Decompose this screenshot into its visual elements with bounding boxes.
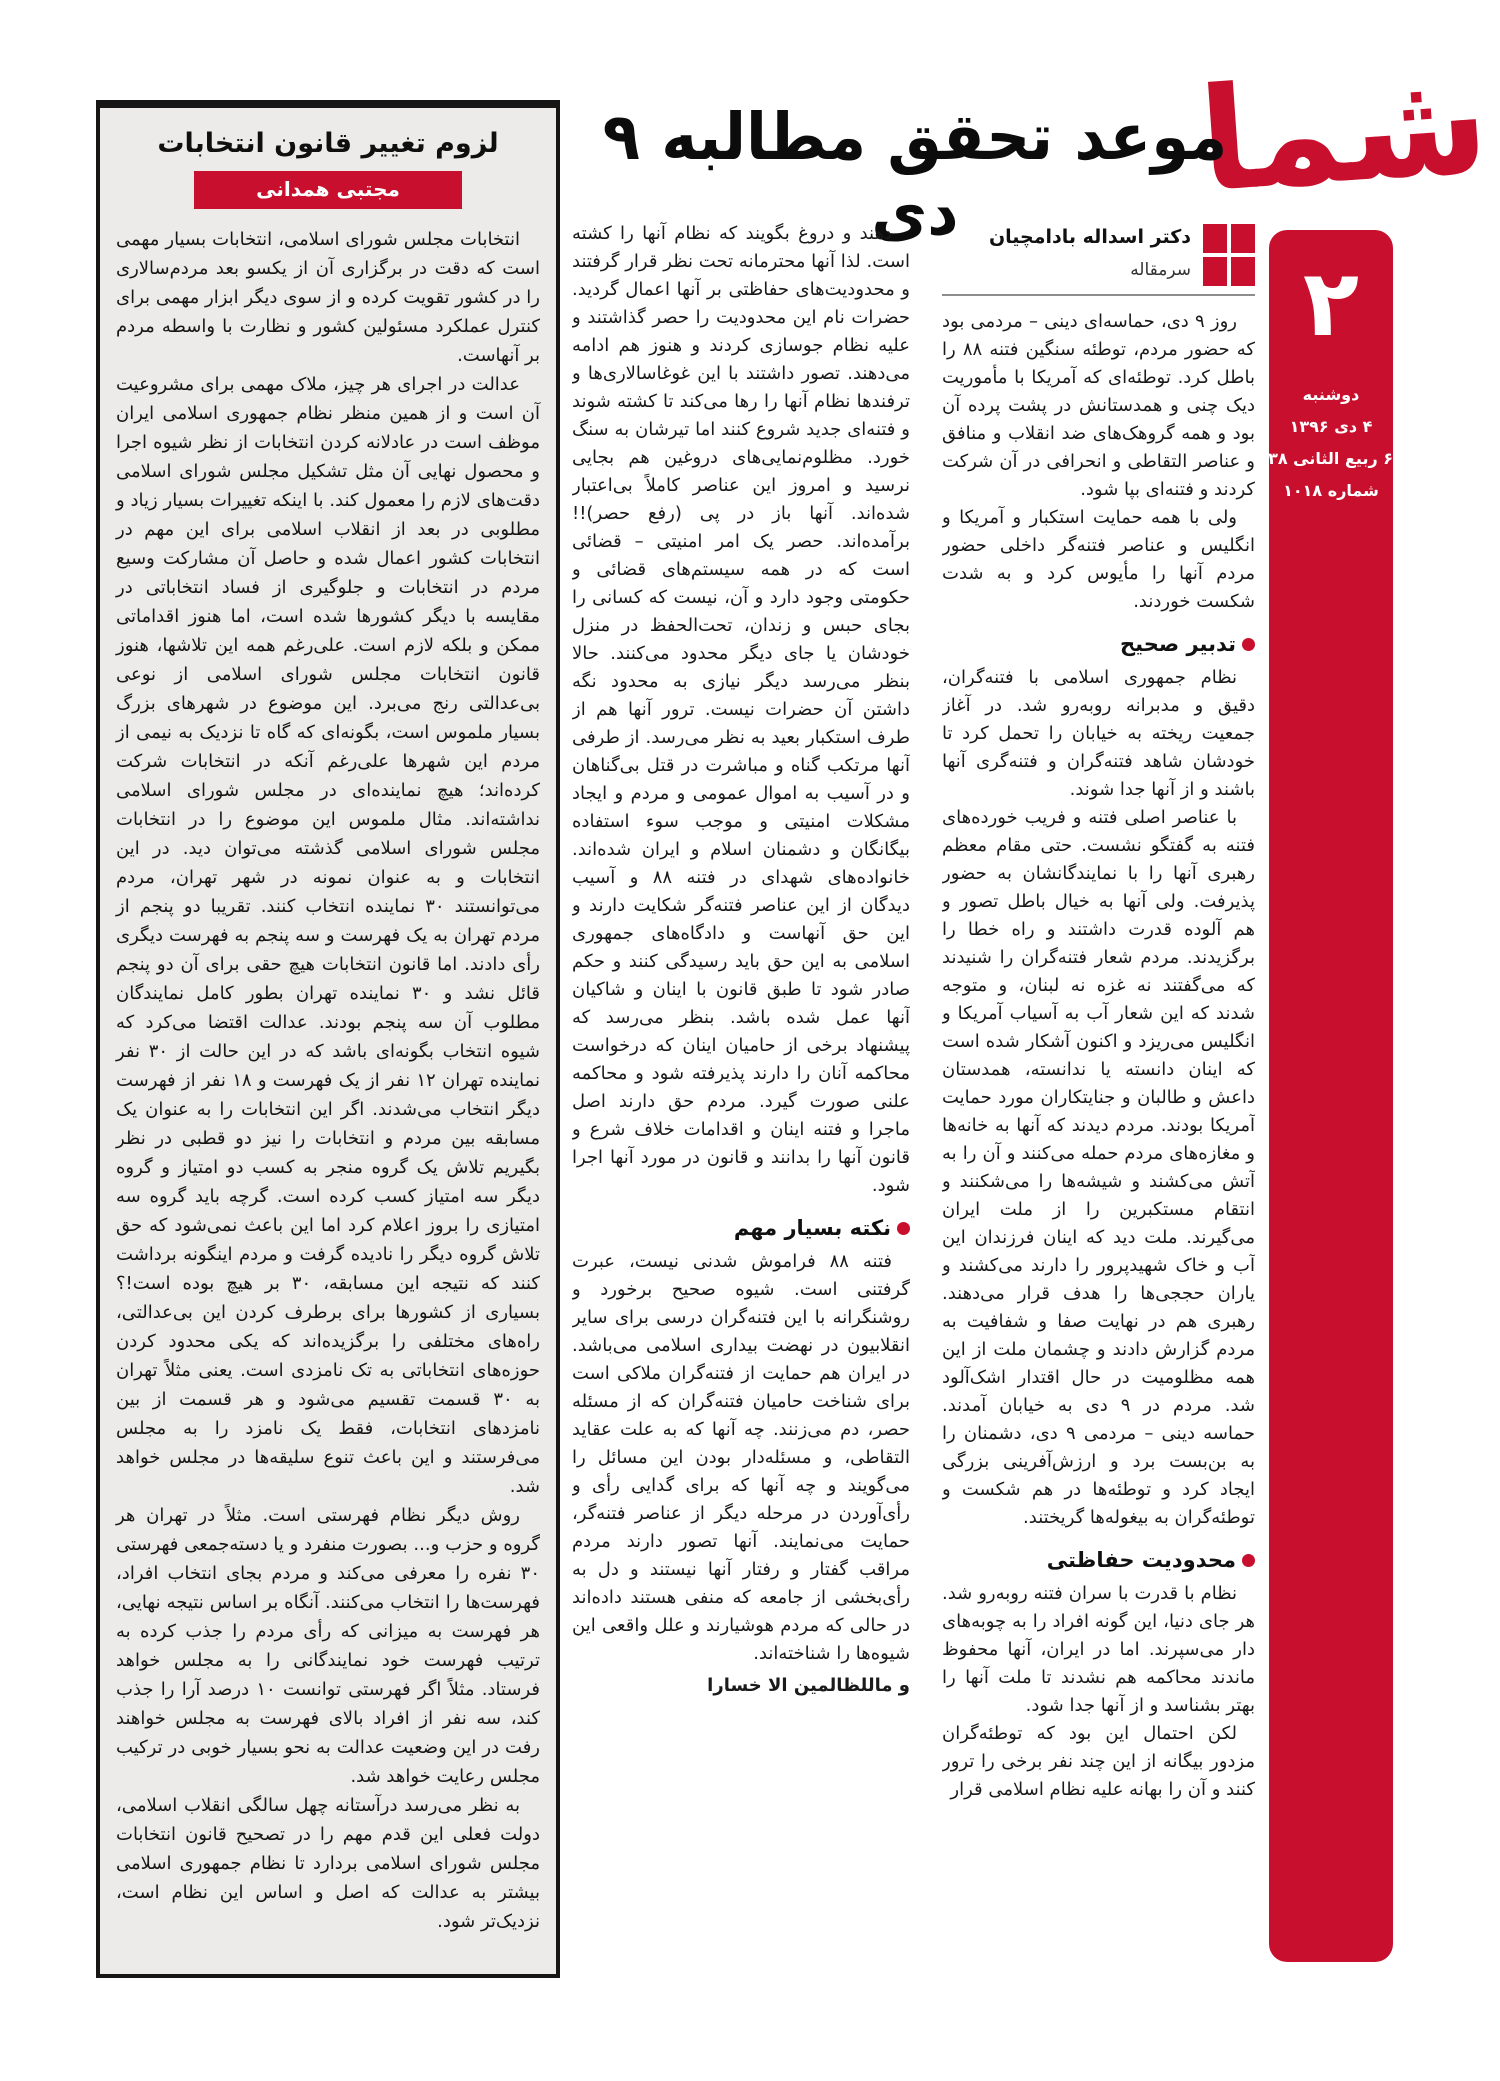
section-kicker: سرمقاله	[1130, 260, 1191, 280]
editorial-paragraph: دهند و دروغ بگویند که نظام آنها را کشته است. لذا آنها محترمانه تحت نظر قرار گرفتند و محدودیت‌های حفاظتی بر آنها اعمال گردید. حضرات نام این محدودیت را حصر گذاشتند و علیه نظام جوسازی کردند و هنوز هم ادامه می‌دهند. تصور داشتند با این غوغاسالاری‌ها و ترفندها نظام آنها را رها می‌کند تا کشته شوند و فتنه‌ای جدید شروع کنند اما تیرشان به سنگ خورد. مظلوم‌نمایی‌های دروغین هم بجایی نرسید و امروز این عناصر کاملاً بی‌اعتبار شده‌اند. آنها باز در پی (رفع حصر)!! برآمده‌اند. حصر یک امر امنیتی – قضائی است که در همه سیستم‌های قضائی و حکومتی وجود دارد و آن، نیست که کسانی را بجای حبس و زندان، تحت‌الحفظ در منزل خودشان یا جای دیگر محدود می‌کنند. حالا بنظر می‌رسد دیگر نیازی به محدود نگه داشتن آن حضرات نیست. ترور آنها هم از طرف استکبار بعید به نظر می‌رسد. از طرفی آنها مرتکب گناه و مباشرت در قتل بی‌گناهان و در آسیب به اموال عمومی و مردم و ایجاد مشکلات امنیتی و موجب سوء استفاده بیگانگان و دشمنان اسلام و ایران شده‌اند. خانواده‌های شهدای در فتنه ۸۸ و آسیب دیدگان از این عناصر فتنه‌گر شکایت دارند و این حق آنهاست و دادگاه‌های جمهوری اسلامی به این حق باید رسیدگی کنند و حکم صادر شود تا طبق قانون با اینان و شاکیان آنها عمل شده باشد. بنظر می‌رسد که پیشنهاد برخی از حامیان اینان که درخواست محاکمه آنان را دارند پذیرفته شود و محاکمه علنی صورت گیرد. مردم حق دارند اصل ماجرا و فتنه اینان و اقدامات خلاف شرع و قانون آنها را بدانند و قانون در مورد آنها اجرا شود.	[572, 223, 910, 1196]
shoma-logo: شما	[1194, 39, 1494, 225]
subheading	[572, 1216, 910, 1240]
byline-author: دکتر اسداله بادامچیان	[988, 226, 1191, 248]
editorial-paragraph: لکن احتمال این بود که توطئه‌گران مزدور بیگانه از این چند نفر برخی را ترور کنند و آن را بهانه علیه نظام اسلامی قرار	[942, 1723, 1255, 1800]
subheading-label: نکته بسیار مهم	[733, 1216, 891, 1240]
issue-number-label: شماره ۱۰۱۸	[1283, 481, 1379, 500]
editorial-grid-icon	[1203, 224, 1255, 286]
closing-phrase: و ماللظالمین الا خسارا	[707, 1675, 910, 1696]
editorial-paragraph: ولی با همه حمایت استکبار و آمریکا و انگلیس و عناصر فتنه‌گر داخلی حضور مردم آنها را مأیوس کرد و به شدت شکست خوردند.	[942, 507, 1255, 612]
box-paragraph: انتخابات مجلس شورای اسلامی، انتخابات بسیار مهمی است که دقت در برگزاری آن از یکسو بعد مردم‌سالاری را در کشور تقویت کرده و از سوی دیگر ابزار مهمی برای کنترل عملکرد مسئولین کشور و نظارت با واسطه مردم بر آنهاست.	[116, 229, 540, 366]
editorial-paragraph: نظام جمهوری اسلامی با فتنه‌گران، دقیق و مدبرانه روبه‌رو شد. در آغاز جمعیت ریخته به خیابان را تحمل کرد تا خودشان شاهد فتنه‌گران و فتنه‌گری آنها باشند و از آنها جدا شوند.	[942, 667, 1255, 800]
editorial-column-2	[572, 220, 910, 1972]
byline-block	[942, 222, 1255, 296]
editorial-paragraph: نظام با قدرت با سران فتنه روبه‌رو شد. هر جای دنیا، این گونه افراد را به چوبه‌های دار می‌سپرند. اما در ایران، آنها محفوظ ماندند محاکمه هم نشدند تا ملت آنها را بهتر بشناسد و از آنها جدا شود.	[942, 1583, 1255, 1716]
editorial-paragraph: با عناصر اصلی فتنه و فریب خورده‌های فتنه به گفتگو نشست. حتی مقام معظم رهبری آنها را با نمایندگانشان به حضور پذیرفت. ولی آنها به خیال باطل تصور و هم آلوده قدرت داشتند و راه خطا را برگزیدند. مردم شعار فتنه‌گران را شنیدند که می‌گفتند نه غزه نه لبنان، و متوجه شدند که این شعار آب به آسیاب آمریکا و انگلیس می‌ریزد و اکنون آشکار شده است که اینان دانسته یا ندانسته، همدستان داعش و طالبان و جنایتکاران مورد حمایت آمریکا بودند. مردم دیدند که آنها به خانه‌ها و مغازه‌های مردم حمله می‌کنند و آن را به آتش می‌کشند و شیشه‌ها را می‌شکنند و انتقام مستکبرین را از ملت ایران می‌گیرند. ملت دید که اینان فرزندان این آب و خاک شهیدپرور را دارند می‌کشند و یاران حججی‌ها را هدف قرار می‌دهند. رهبری هم در نهایت صفا و شفافیت به مردم گزارش دادند و چشمان ملت از این همه مظلومیت در حال اقتدار اشک‌آلود شد. مردم در ۹ دی به خیابان آمدند. حماسه دینی – مردمی ۹ دی، دشمنان را به بن‌بست برد و ارزش‌آفرینی بزرگی ایجاد کرد و توطئه‌ها در هم شکست و توطئه‌گران به بیغوله‌ها گریختند.	[942, 807, 1255, 1528]
box-paragraph: روش دیگر نظام فهرستی است. مثلاً در تهران هر گروه و حزب و... بصورت منفرد و یا دسته‌جمعی فهرستی ۳۰ نفره را معرفی می‌کند و مردم بجای انتخاب افراد، فهرست‌ها را انتخاب می‌کنند. آنگاه بر اساس نتیجه نهایی، هر فهرست به میزانی که رأی مردم را جذب کرده به ترتیب فهرست خود نمایندگانی را به مجلس خواهد فرستاد. مثلاً اگر فهرستی توانست ۱۰ درصد آرا را جذب کند، سه نفر از افراد بالای فهرست به مجلس خواهند رفت در این وضعیت عدالت به نحو بسیار خوبی در ترکیب مجلس رعایت خواهد شد.	[116, 1505, 540, 1787]
editorial-paragraph: روز ۹ دی، حماسه‌ای دینی – مردمی بود که حضور مردم، توطئه سنگین فتنه ۸۸ را باطل کرد. توطئه‌ای که آمریکا با مأموریت دیک چنی و همدستانش در پشت پرده آن بود و همه گروهک‌های ضد انقلاب و منافق و عناصر التقاطی و انحرافی در آن شرکت کردند و فتنه‌ای بپا شود.	[942, 311, 1255, 500]
masthead-band	[1248, 230, 1393, 1962]
masthead-dates	[1248, 379, 1393, 507]
box-paragraph: عدالت در اجرای هر چیز، ملاک مهمی برای مشروعیت آن است و از همین منظر نظام جمهوری اسلامی ایران موظف است در عادلانه کردن انتخابات از نظر شیوه اجرا و محصول نهایی آن مثل تشکیل مجلس شورای اسلامی دقت‌های لازم را معمول کند. با اینکه تغییرات بسیار زیاد و مطلوبی در بعد از انقلاب اسلامی برای این مهم در انتخابات کشور اعمال شده و حاصل آن مشارکت وسیع مردم در انتخابات و جلوگیری از فساد انتخاباتی در مقایسه با دیگر کشورها شده است، اما هنوز اقداماتی ممکن و بلکه لازم است. علی‌رغم همه این تلاشها، هنوز قانون انتخابات مجلس شورای اسلامی از نوعی بی‌عدالتی رنج می‌برد. این موضوع در شهرهای بزرگ بسیار ملموس است، بگونه‌ای که گاه تا نزدیک به نیمی از مردم این شهرها علی‌رغم آنکه در انتخابات شرکت کرده‌اند؛ هیچ نماینده‌ای در مجلس شورای اسلامی نداشته‌اند. مثال ملموس این موضوع را در انتخابات مجلس شورای اسلامی گذشته می‌توان دید. در این انتخابات و به عنوان نمونه در شهر تهران، مردم می‌توانستند ۳۰ نماینده انتخاب کنند. تقریبا دو پنجم از مردم تهران به یک فهرست و سه پنجم به فهرست دیگری رأی دادند. اما قانون انتخابات هیچ حقی برای آن دو پنجم قائل نشد و ۳۰ نماینده تهران بطور کامل نمایندگان مطلوب آن سه پنجم بودند. عدالت اقتضا می‌کرد که شیوه انتخاب بگونه‌ای باشد که در این حالت از ۳۰ نفر نماینده تهران ۱۲ نفر از یک فهرست و ۱۸ نفر از فهرست دیگر انتخاب می‌شدند. اگر این انتخابات را به عنوان یک مسابقه بین مردم و انتخابات را نیز دو قطبی در نظر بگیریم تلاش یک گروه منجر به کسب دو امتیاز و گروه دیگر سه امتیاز کسب کرده است. گرچه باید گروه سه امتیازی را بروز اعلام کرد اما این باعث نمی‌شود که حق تلاش گروه دیگر را نادیده گرفت و مردم اینگونه برداشت کنند که نتیجه این مسابقه، ۳۰ بر هیچ بوده است!؟ بسیاری از کشورها برای برطرف کردن این بی‌عدالتی، راه‌های مختلفی را برگزیده‌اند که یکی محدود کردن حوزه‌های انتخاباتی به تک نامزدی است. یعنی مثلاً تهران به ۳۰ قسمت تقسیم می‌شود و هر قسمت از بین نامزدهای انتخابات، فقط یک نامزد را به مجلس می‌فرستند و این باعث تنوع سلیقه‌ها در مجلس خواهد شد.	[116, 374, 540, 1497]
weekday-label: دوشنبه	[1302, 385, 1360, 404]
bullet-dot-icon	[897, 1222, 910, 1235]
editorial-headline: موعد تحقق مطالبه ۹ دی	[602, 99, 1228, 251]
solar-date-label: ۴ دی ۱۳۹۶	[1289, 417, 1373, 436]
box-author-badge: مجتبی همدانی	[194, 171, 462, 209]
editorial-column-1	[942, 222, 1255, 1967]
hijri-date-label: ۶ ربیع الثانی ۱۴۳۸	[1248, 449, 1393, 468]
subheading-label: تدبیر صحیح	[1120, 632, 1236, 656]
bullet-dot-icon	[1242, 1554, 1255, 1567]
bullet-dot-icon	[1242, 638, 1255, 651]
subheading	[942, 632, 1255, 656]
subheading	[942, 1548, 1255, 1572]
box-paragraph: به نظر می‌رسد درآستانه چهل سالگی انقلاب اسلامی، دولت فعلی این قدم مهم را در تصحیح قانون انتخابات مجلس شورای اسلامی بردارد تا نظام جمهوری اسلامی بیشتر به عدالت که اصل و اساس این نظام است، نزدیک‌تر شود.	[116, 1795, 540, 1932]
editorial-paragraph: فتنه ۸۸ فراموش شدنی نیست، عبرت گرفتنی است. شیوه صحیح برخورد و روشنگرانه با این فتنه‌گران درسی برای سایر انقلابیون در نهضت بیداری اسلامی می‌باشد. در ایران هم حمایت از فتنه‌گران ملاکی است برای شناخت حامیان فتنه‌گران که از مسئله حصر، دم می‌زنند. چه آنها که به علت عقاید التقاطی، و مسئله‌دار بودن این مسائل را می‌گویند و چه آنها که برای گدایی رأی و رأی‌آوردن در مرحله دیگر از عناصر فتنه‌گر، حمایت می‌نمایند. آنها تصور دارند مردم مراقب گفتار و رفتار آنها نیستند و دل به رأی‌بخشی از جامعه که منفی هستند داده‌اند در حالی که مردم هوشیارند و علل واقعی این شیوه‌ها را شناخته‌اند.	[572, 1251, 910, 1664]
page-number: ۲	[1302, 250, 1360, 357]
box-article	[96, 100, 560, 1978]
byline-text	[989, 222, 1191, 280]
box-article-title: لزوم تغییر قانون انتخابات	[157, 128, 499, 159]
subheading-label: محدودیت حفاظتی	[1046, 1548, 1236, 1572]
